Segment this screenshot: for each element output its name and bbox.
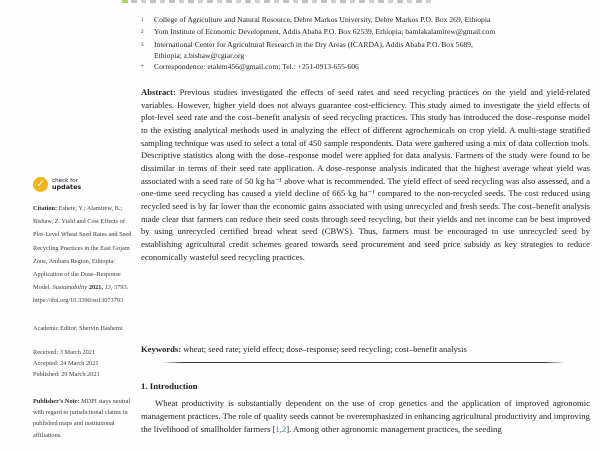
badge-label-line1: check for [52, 177, 78, 184]
abstract-paragraph [141, 86, 590, 263]
citation-body: Eshete, Y.; Alamirew, B.; Bishaw, Z. Yield and Cost Effects of Plot-Level Wheat Seed Rates and Seed Recycling Practices in the East Gojam Zone, Amhara Region, Ethiopia: Application of the Dose–Response Model. [33, 205, 132, 292]
orcid-icon [122, 0, 128, 3]
correspondence-text: Correspondence: etalem456@gmail.com; Tel.: +251-0913-655-606 [154, 62, 359, 72]
citation-journal: Sustainability [52, 284, 88, 292]
keywords-paragraph [141, 343, 590, 356]
citation-article-number: 3793. [114, 284, 129, 292]
affiliation-superscript: * [141, 64, 144, 71]
check-for-updates-badge[interactable] [33, 177, 81, 192]
affiliation-text [154, 39, 590, 62]
abstract-text: Previous studies investigated the effects of seed rates and seed recycling practices on the yield and yield-related variables. However, higher yield does not always guarantee cost-efficiency. This study aimed to investigate the yield effects of plot-level seed rate and the cost–benefit analysis of seed recycling practices. This study has introduced the dose–response model to the existing analytical methods used in analyzing the effect of different agrochemicals on crop yield. A multi-stage stratified sampling technique was used to select a total of 450 sample respondents. Data were gathered using a mix of data collection tools. Descriptive statistics along with the dose–response model were applied for data analysis. Farmers of the study were found to be dissimilar in terms of their seed rate application. A dose–response analysis indicated that the highest average wheat yield was associated with a seed rate of 50 kg ha⁻¹ above what is recommended. The yield effect of seed recycling was also assessed, and a one-time seed recycling has caused a yield decline of 665 kg ha⁻¹ compared to the non-recycled seeds. The cost reduced using recycled seed is by far lower than the economic gains associated with using unrecycled and fresh seeds. The cost–benefit analysis made clear that farmers can reduce their seed costs through seed recycling, but their yields and net income can be best improved by using unrecycled certified bread wheat seed (CBWS). Thus, farmers must be encouraged to use unrecycled seed by establishing agricultural credit schemes geared towards seed procurement and seed price subsidy as key strategies to reduce economically wasteful seed recycling practices. [141, 87, 590, 262]
abstract-label: Abstract: [141, 87, 176, 97]
affiliations-list [141, 14, 590, 73]
introduction-text-before: Wheat productivity is substantially dependent on the use of crop genetics and the application of improved agronomic management practices. The role of quality seeds cannot be overemphasized in enhancing agricultural productivity and improving the livelihood of smallholder farmers [ [141, 398, 590, 435]
badge-label-line2: updates [52, 183, 82, 192]
reference-link[interactable]: 1,2 [275, 424, 287, 435]
publisher-note [33, 396, 136, 441]
introduction-text-after: ]. Among other agronomic management practices, the seeding [286, 424, 502, 435]
citation-block [33, 202, 136, 308]
affiliation-superscript: 3 [141, 41, 144, 48]
published-date: Published: 29 March 2021 [33, 370, 100, 378]
affiliation-row [141, 26, 590, 38]
clipped-author-line [131, 0, 431, 3]
history-dates [33, 348, 100, 380]
received-date: Received: 3 March 2021 [33, 349, 96, 356]
affiliation-superscript: 2 [141, 29, 144, 36]
affiliation-row [141, 39, 590, 62]
publisher-note-label: Publisher’s Note: [33, 398, 80, 405]
affiliation-text-line2: Ethiopia; z.bishaw@cgiar.org [154, 50, 245, 60]
check-icon: ✓ [33, 177, 48, 192]
introduction-paragraph [141, 397, 590, 437]
citation-volume: 13, [104, 284, 113, 292]
introduction-heading: 1. Introduction [141, 381, 198, 391]
publisher-note-text: MDPI stays neutral with regard to jurisdictional claims in published maps and institutional affiliations. [33, 398, 131, 439]
correspondence-row [141, 61, 590, 73]
keywords-label: Keywords: [141, 344, 182, 354]
affiliation-superscript: 1 [141, 17, 144, 23]
keywords-text: wheat; seed rate; yield effect; dose–response; seed recycling; cost–benefit analysis [183, 344, 467, 354]
affiliation-text: Yom Institute of Economic Development, Addis Ababa P.O. Box 62539, Ethiopia; bamlakalamirew@gmail.com [154, 27, 496, 37]
academic-editor-line: Academic Editor: Shervin Hashemi [33, 325, 123, 332]
badge-label [52, 178, 81, 191]
accepted-date: Accepted: 24 March 2021 [33, 359, 99, 367]
section-divider [162, 362, 565, 363]
affiliation-text-line1: International Center for Agricultural Research in the Dry Areas (ICARDA), Addis Ababa P.O. Box 5689, [154, 39, 473, 49]
affiliation-row [141, 14, 590, 26]
citation-doi-link[interactable]: https://doi.org/10.3390/su13073793 [33, 297, 124, 305]
citation-label: Citation: [33, 205, 58, 212]
affiliation-text: College of Agriculture and Natural Resource, Debre Markos University, Debre Markos P.O. Box 269, Ethiopia [154, 15, 491, 24]
citation-year: 2021, [88, 284, 103, 292]
